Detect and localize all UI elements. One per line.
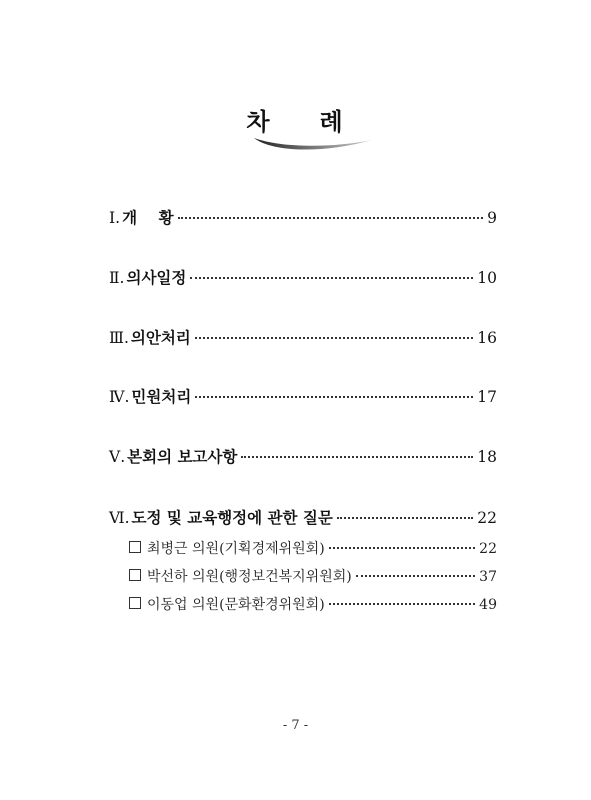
toc-numeral: Ⅳ. xyxy=(109,388,130,406)
title-char-1: 차 xyxy=(246,107,272,136)
toc-page-number: 18 xyxy=(477,448,497,466)
page-footer-number: - 7 - xyxy=(282,718,309,733)
dot-leader xyxy=(195,337,473,339)
toc-numeral: Ⅲ. xyxy=(109,329,129,347)
page-title xyxy=(0,102,591,137)
toc-page-number: 37 xyxy=(479,569,497,585)
toc-entry-4[interactable] xyxy=(109,385,497,407)
dot-leader xyxy=(195,396,473,398)
toc-sub-entry-1[interactable] xyxy=(129,538,497,558)
toc-sub-label: 최병근 의원(기획경제위원회) xyxy=(147,541,325,557)
dot-leader xyxy=(337,517,473,519)
toc-page-number: 22 xyxy=(477,509,497,527)
dot-leader xyxy=(329,603,476,605)
toc-entry-5[interactable] xyxy=(109,445,497,467)
toc-page-number: 22 xyxy=(479,541,497,557)
checkbox-square-icon xyxy=(129,597,141,609)
toc-label: 의사일정 xyxy=(126,268,187,287)
dot-leader xyxy=(190,277,473,279)
toc-entry-2[interactable] xyxy=(109,266,497,288)
checkbox-square-icon xyxy=(129,541,141,553)
dot-leader xyxy=(241,456,473,458)
toc-sub-label: 이동업 의원(문화환경위원회) xyxy=(147,597,325,613)
toc-entry-3[interactable] xyxy=(109,326,497,348)
toc-label: 의안처리 xyxy=(130,328,191,347)
title-swoosh-decoration xyxy=(252,134,374,154)
toc-entry-6[interactable] xyxy=(109,506,497,528)
toc-page-number: 9 xyxy=(487,209,497,227)
toc-label: 본회의 보고사항 xyxy=(127,447,238,466)
toc-label: 민원처리 xyxy=(131,387,192,406)
toc-sub-entry-3[interactable] xyxy=(129,594,497,614)
toc-numeral: Ⅱ. xyxy=(109,269,125,287)
toc-numeral: Ⅵ. xyxy=(109,509,130,527)
title-char-2: 례 xyxy=(319,107,345,136)
toc-entry-1[interactable] xyxy=(109,206,497,228)
toc-page-number: 16 xyxy=(477,329,497,347)
toc-sub-label: 박선하 의원(행정보건복지위원회) xyxy=(147,569,352,585)
dot-leader xyxy=(329,547,476,549)
toc-label: 개 황 xyxy=(122,208,174,227)
toc-label: 도정 및 교육행정에 관한 질문 xyxy=(131,508,333,527)
toc-page-number: 10 xyxy=(477,269,497,287)
toc-page-number: 17 xyxy=(477,388,497,406)
checkbox-square-icon xyxy=(129,569,141,581)
toc-numeral: Ⅴ. xyxy=(109,448,126,466)
dot-leader xyxy=(356,575,475,577)
dot-leader xyxy=(178,217,484,219)
toc-numeral: Ⅰ. xyxy=(109,209,121,227)
toc-page-number: 49 xyxy=(479,597,497,613)
toc-sub-entry-2[interactable] xyxy=(129,566,497,586)
